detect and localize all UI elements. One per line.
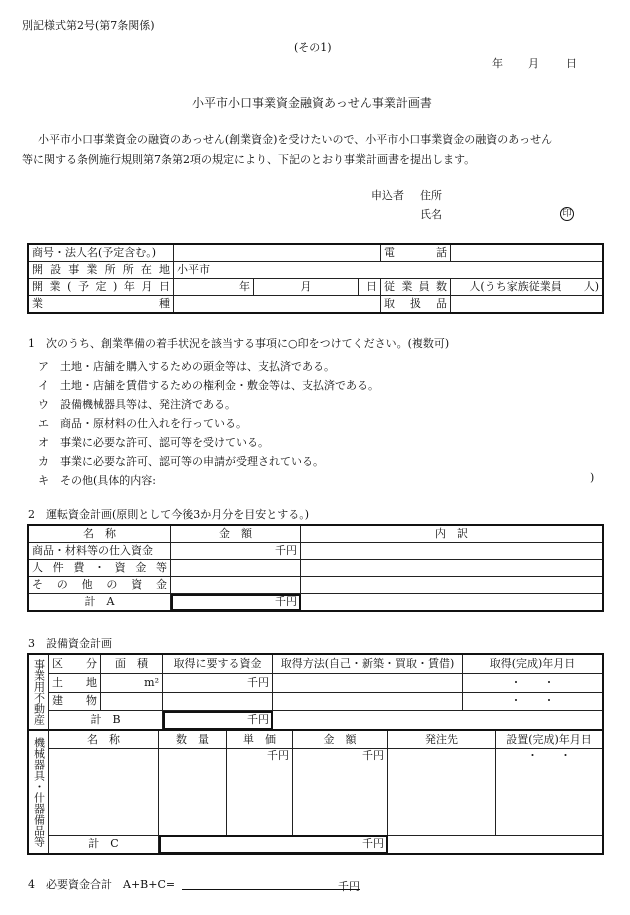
row-personnel-label: 人件費・資金等 <box>29 560 171 577</box>
land-area-field[interactable]: m² <box>101 673 163 692</box>
opening-year[interactable]: 年 <box>174 279 254 296</box>
total-a-detail[interactable] <box>301 594 603 611</box>
industry-label: 業種 <box>29 296 174 313</box>
real-estate-table <box>28 654 603 730</box>
location-label: 開設事業所所在地 <box>29 262 174 279</box>
seal-icon: 印 <box>560 207 574 221</box>
col-name-header: 名 称 <box>29 526 171 543</box>
purchase-detail-field[interactable] <box>301 543 603 560</box>
intro-line-1: 小平市小口事業資金の融資のあっせん(創業資金)を受けたいので、小平市小口事業資金の融資のあっせん <box>38 133 553 146</box>
building-method-field[interactable] <box>273 692 463 711</box>
industry-field[interactable] <box>174 296 381 313</box>
form-part: (その1) <box>294 41 332 54</box>
section4-label: 4 必要資金合計 A+B+C= <box>28 878 176 891</box>
land-method-field[interactable] <box>273 673 463 692</box>
intro-line-2: 等に関する条例施行規則第7条第2項の規定により、下記のとおり事業計画書を提出します。 <box>22 153 476 166</box>
col-method-header: 取得方法(自己・新築・買取・賃借) <box>273 655 463 674</box>
col-eq-name-header: 名 称 <box>49 731 159 749</box>
land-cost-field[interactable]: 千円 <box>163 673 273 692</box>
applicant-label: 申込者 <box>371 189 404 202</box>
total-c-label: 計 C <box>49 835 159 853</box>
building-date-field[interactable]: ・ ・ <box>463 692 603 711</box>
products-label: 取扱品 <box>381 296 451 313</box>
date-day: 日 <box>566 57 577 70</box>
personnel-amount-field[interactable] <box>171 560 301 577</box>
building-label: 建 物 <box>49 692 101 711</box>
status-item-e[interactable]: エ 商品・原材料の仕入れを行っている。 <box>38 417 247 430</box>
col-qty-header: 数 量 <box>159 731 227 749</box>
status-item-a[interactable]: ア 土地・店舗を購入するための頭金等は、支払済である。 <box>38 360 335 373</box>
total-c-field[interactable]: 千円 <box>159 835 388 853</box>
row-purchase-label: 商品・材料等の仕入資金 <box>29 543 171 560</box>
col-unit-price-header: 単 価 <box>227 731 293 749</box>
other-detail-field[interactable] <box>301 577 603 594</box>
total-a-label: 計 A <box>29 594 171 611</box>
building-cost-field[interactable] <box>163 692 273 711</box>
seal-mark <box>560 207 574 221</box>
products-field[interactable] <box>451 296 603 313</box>
status-item-u[interactable]: ウ 設備機械器具等は、発注済である。 <box>38 398 236 411</box>
eq-name-field[interactable] <box>49 749 159 836</box>
total-b-field[interactable]: 千円 <box>163 711 273 730</box>
address-label: 住所 <box>420 189 442 202</box>
total-required-unit: 千円 <box>338 880 360 893</box>
col-amount-header: 金 額 <box>171 526 301 543</box>
section3-heading: 3 設備資金計画 <box>28 637 112 650</box>
section2-heading: 2 運転資金計画(原則として今後3か月分を目安とする。) <box>28 508 310 521</box>
col-install-date-header: 設置(完成)年月日 <box>496 731 603 749</box>
status-item-i[interactable]: イ 土地・店舗を賃借するための権利金・敷金等は、支払済である。 <box>38 379 379 392</box>
status-item-ki[interactable]: キ その他(具体的内容: <box>38 474 156 487</box>
business-name-field[interactable] <box>174 245 381 262</box>
status-item-ka[interactable]: カ 事業に必要な許可、認可等の申請が受理されている。 <box>38 455 324 468</box>
purchase-amount-field[interactable]: 千円 <box>171 543 301 560</box>
document-title: 小平市小口事業資金融資あっせん事業計画書 <box>192 96 432 110</box>
total-required-field[interactable] <box>182 876 360 893</box>
total-a-field[interactable]: 千円 <box>171 594 301 611</box>
building-area-field[interactable] <box>101 692 163 711</box>
phone-field[interactable] <box>451 245 603 262</box>
eq-install-date-field[interactable]: ・ ・ <box>496 749 603 836</box>
land-date-field[interactable]: ・ ・ <box>463 673 603 692</box>
col-cost-header: 取得に要する資金 <box>163 655 273 674</box>
date-month: 月 <box>528 57 539 70</box>
eq-amount-field[interactable]: 千円 <box>293 749 388 836</box>
personnel-detail-field[interactable] <box>301 560 603 577</box>
eq-unit-price-field[interactable]: 千円 <box>227 749 293 836</box>
col-acq-date-header: 取得(完成)年月日 <box>463 655 603 674</box>
employees-field[interactable]: 人(うち家族従業員 人) <box>451 279 603 296</box>
col-vendor-header: 発注先 <box>388 731 496 749</box>
land-label: 土 地 <box>49 673 101 692</box>
col-eq-amount-header: 金 額 <box>293 731 388 749</box>
status-item-o[interactable]: オ 事業に必要な許可、認可等を受けている。 <box>38 436 269 449</box>
col-area-header: 面 積 <box>101 655 163 674</box>
equipment-table <box>28 730 603 854</box>
operating-funds-table <box>28 525 603 611</box>
col-detail-header: 内 訳 <box>301 526 603 543</box>
total-c-blank <box>388 835 603 853</box>
phone-label: 電 話 <box>381 245 451 262</box>
opening-date-label: 開業(予定)年月日 <box>29 279 174 296</box>
location-field[interactable]: 小平市 <box>174 262 603 279</box>
opening-day[interactable]: 日 <box>359 279 381 296</box>
other-close-paren: ) <box>590 471 595 484</box>
business-name-label: 商号・法人名(予定含む。) <box>29 245 174 262</box>
equipment-label: 機械器具・什器備品等 <box>29 731 49 854</box>
section1-heading: 1 次のうち、創業準備の着手状況を該当する事項に○印をつけてください。(複数可) <box>28 337 450 350</box>
total-b-label: 計 B <box>49 711 163 730</box>
total-b-blank <box>273 711 603 730</box>
eq-qty-field[interactable] <box>159 749 227 836</box>
col-category-header: 区 分 <box>49 655 101 674</box>
opening-month[interactable]: 月 <box>254 279 359 296</box>
form-number: 別記様式第2号(第7条関係) <box>22 19 155 32</box>
business-info-table <box>28 244 603 313</box>
date-year: 年 <box>492 57 503 70</box>
eq-vendor-field[interactable] <box>388 749 496 836</box>
name-label: 氏名 <box>420 208 442 221</box>
other-amount-field[interactable] <box>171 577 301 594</box>
row-other-label: その他の資金 <box>29 577 171 594</box>
employees-label: 従業員数 <box>381 279 451 296</box>
real-estate-label: 事業用不動産 <box>29 655 49 730</box>
